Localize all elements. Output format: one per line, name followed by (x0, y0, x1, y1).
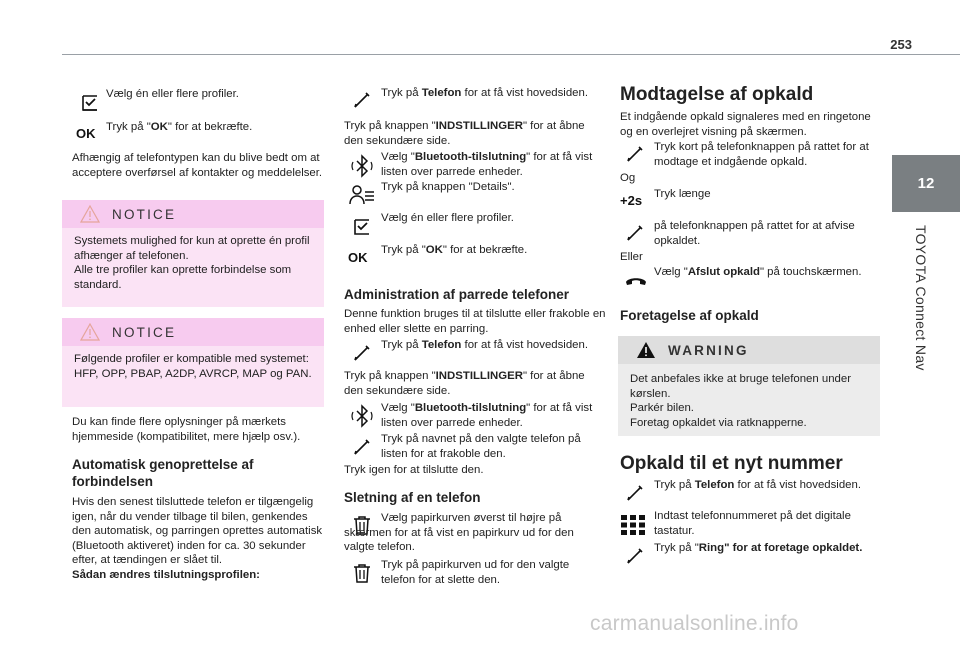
paragraph-reconnect: Tryk igen for at tilslutte den. (344, 464, 484, 476)
heading-manage-paired: Administration af parrede telefoner (344, 287, 570, 302)
step-confirm-2: Tryk på "OK" for at bekræfte. (381, 244, 528, 256)
heading-delete-phone: Sletning af en telefon (344, 490, 481, 505)
notice-label: NOTICE (112, 325, 177, 340)
title-new-number: Opkald til et nyt nummer (620, 453, 843, 474)
header-rule (62, 54, 960, 55)
step-bluetooth-2: Vælg "Bluetooth-tilslutning" for at få vist listen over parrede enheder. (381, 402, 593, 429)
notice-box-1 (62, 200, 324, 307)
notice-label: NOTICE (112, 207, 177, 222)
warning-triangle-icon (80, 323, 100, 341)
step-answer: Tryk kort på telefonknappen på rattet for at modtage et indgående opkald. (654, 141, 869, 168)
step-reject: på telefonknappen på rattet for at afvise opkaldet. (654, 220, 855, 247)
pen-icon (624, 482, 646, 504)
warning-triangle-icon (636, 341, 656, 359)
ok-icon: OK (348, 250, 368, 265)
warning-box (618, 336, 880, 436)
checklist-icon (351, 216, 373, 238)
step-end-call: Vælg "Afslut opkald" på touchskærmen. (654, 266, 862, 278)
pen-icon (624, 143, 646, 165)
warning-body: Det anbefales ikke at bruge telefonen under kørslen. Parkér bilen. Foretag opkaldet via ratknapperne. (630, 373, 852, 429)
bluetooth-icon (350, 153, 374, 179)
step-trash-delete: Tryk på papirkurven ud for den valgte telefon for at slette den. (381, 559, 570, 586)
step-confirm: Tryk på "OK" for at bekræfte. (106, 121, 253, 133)
paragraph-incoming: Et indgående opkald signaleres med en ringetone og en overlejret visning på skærmen. (620, 111, 871, 138)
paragraph-manage: Denne funktion bruges til at tilslutte eller frakoble en enhed eller slette en parring. (344, 308, 606, 335)
step-disconnect: Tryk på navnet på den valgte telefon på listen for at frakoble den. (381, 433, 581, 460)
step-select-profiles-2: Vælg én eller flere profiler. (381, 212, 514, 224)
step-enter-number: Indtast telefonnummeret på det digitale tastatur. (654, 510, 851, 537)
bluetooth-icon (350, 403, 374, 429)
step-select-profiles: Vælg én eller flere profiler. (106, 88, 239, 100)
notice-header (62, 200, 324, 228)
step-details: Tryk på knappen "Details". (381, 181, 515, 193)
step-trash-select-text: Vælg papirkurven øverst til højre på skærmen for at få vist en papirkurv ud for den valgte telefon. (344, 512, 574, 554)
paragraph-settings: Tryk på knappen "INDSTILLINGER" for at åbne den sekundære side. (344, 120, 585, 147)
warning-triangle-icon (80, 205, 100, 223)
heading-auto-reconnect: Automatisk genoprettelse af forbindelsen (72, 457, 254, 489)
step-bluetooth: Vælg "Bluetooth-tilslutning" for at få vist listen over parrede enheder. (381, 151, 593, 178)
title-receive-call: Modtagelse af opkald (620, 84, 814, 105)
notice-box-2 (62, 318, 324, 407)
keypad-icon (620, 514, 646, 536)
chapter-title: TOYOTA Connect Nav (913, 225, 929, 371)
watermark: carmanualsonline.info (590, 612, 799, 635)
heading-make-call: Foretagelse af opkald (620, 308, 759, 323)
pen-icon (351, 89, 373, 111)
trash-icon (351, 562, 373, 584)
notice-body: Systemets mulighed for kun at oprette én profil afhænger af telefonen. Alle tre profiler kan oprette forbindelse som standard. (74, 235, 310, 291)
paragraph-phone-type: Afhængig af telefontypen kan du blive bedt om at acceptere overførsel af kontakter og meddelelser. (72, 152, 323, 179)
step-long-press: Tryk længe (654, 188, 711, 200)
word-eller: Eller (620, 251, 643, 263)
checklist-icon (79, 92, 101, 114)
hold-2s-icon: +2s (620, 193, 643, 208)
warning-header (618, 336, 880, 364)
notice-body: Følgende profiler er kompatible med systemet: HFP, OPP, PBAP, A2DP, AVRCP, MAP og PAN. (74, 353, 312, 380)
warning-label: WARNING (668, 343, 749, 358)
step-phone-home-3: Tryk på Telefon for at få vist hovedsiden. (654, 479, 862, 491)
pen-icon (624, 545, 646, 567)
notice-header (62, 318, 324, 346)
hang-up-icon (624, 270, 648, 290)
paragraph-website: Du kan finde flere oplysninger på mærkets hjemmeside (kompatibilitet, mere hjælp osv.). (72, 416, 301, 443)
paragraph-settings-2: Tryk på knappen "INDSTILLINGER" for at åbne den sekundære side. (344, 370, 585, 397)
page-number: 253 (890, 37, 912, 52)
step-phone-home-2: Tryk på Telefon for at få vist hovedsiden. (381, 339, 589, 351)
word-og: Og (620, 172, 636, 184)
pen-icon (624, 222, 646, 244)
ok-icon: OK (76, 126, 96, 141)
chapter-tab[interactable]: 12 (892, 155, 960, 212)
paragraph-auto-reconnect: Hvis den senest tilsluttede telefon er tilgængelig igen, når du vender tilbage til bilen, genkendes den automatisk, og parringen oprettes automatisk (Bluetooth aktiveret) inden for ca. 30 sekunder efter, at tændingen er slået til. Sådan ændres tilslutningsprofilen: (72, 496, 323, 581)
pen-icon (351, 342, 373, 364)
user-details-icon (349, 183, 375, 207)
pen-icon (351, 436, 373, 458)
step-phone-home: Tryk på Telefon for at få vist hovedsiden. (381, 87, 589, 99)
step-ring: Tryk på "Ring" for at foretage opkaldet. (654, 542, 863, 554)
